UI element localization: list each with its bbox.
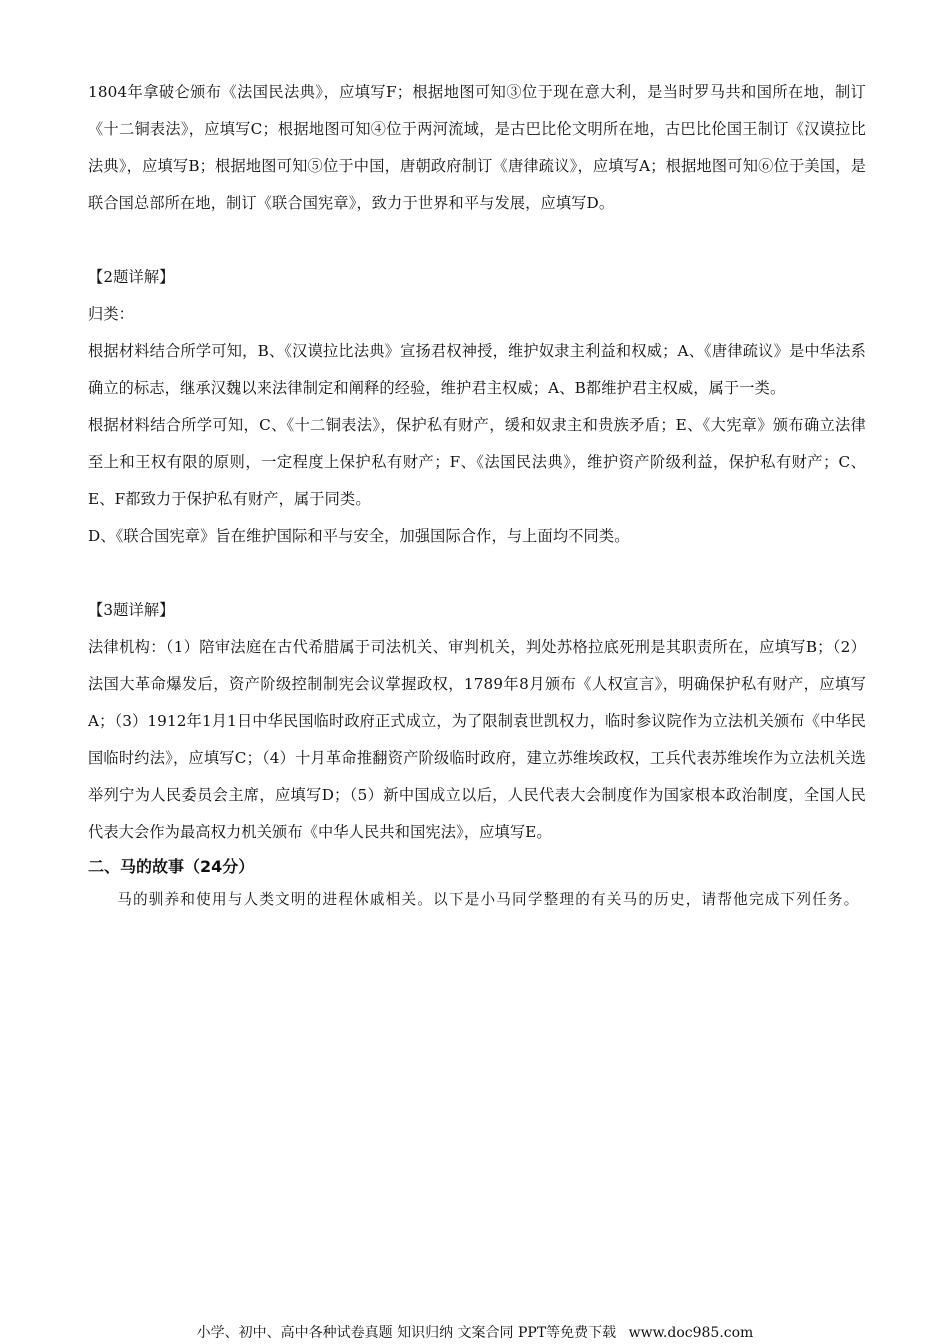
- q2-paragraph-3: D、《联合国宪章》旨在维护国际和平与安全，加强国际合作，与上面均不同类。: [88, 527, 630, 545]
- q3-detail-text: 法律机构：（1）陪审法庭在古代希腊属于司法机关、审判机关，判处苏格拉底死刑是其职责所在，应填写B；（2）法国大革命爆发后，资产阶级控制制宪会议掌握政权，1789年8月颁布《人权宣言》，明确保护私有财产，应填写A；（3）1912年1月1日中华民国临时政府正式成立，为了限制袁世凯权力，临时参议院作为立法机关颁布《中华民国临时约法》，应填写C；（4）十月革命推翻资产阶级临时政府，建立苏维埃政权，工兵代表苏维埃作为立法机关选举列宁为人民委员会主席，应填写D；（5）新中国成立以后，人民代表大会制度作为国家根本政治制度，全国人民代表大会作为最高权力机关颁布《中华人民共和国宪法》，应填写E。: [88, 638, 866, 841]
- document-page: [88, 74, 866, 917]
- q2-category-label: 归类：: [88, 305, 135, 323]
- page-footer: [0, 1322, 950, 1344]
- q2-paragraph-1: 根据材料结合所学可知，B、《汉谟拉比法典》宣扬君权神授，维护奴隶主利益和权威；A、《唐律疏议》是中华法系确立的标志，继承汉魏以来法律制定和阐释的经验，维护君主权威；A、B都维护君主权威，属于一类。: [88, 342, 866, 397]
- spacer: [88, 222, 866, 259]
- q2-detail-heading: 【2题详解】: [88, 268, 175, 286]
- footer-text: 小学、初中、高中各种试卷真题 知识归纳 文案合同 PPT等免费下载: [196, 1325, 617, 1341]
- section-heading: 二、马的故事（24分）: [88, 857, 255, 876]
- q2-paragraph-2: 根据材料结合所学可知，C、《十二铜表法》，保护私有财产，缓和奴隶主和贵族矛盾；E、《大宪章》颁布确立法律至上和王权有限的原则，一定程度上保护私有财产；F、《法国民法典》，维护资产阶级利益，保护私有财产；C、E、F都致力于保护私有财产，属于同类。: [88, 416, 866, 508]
- q3-detail-heading: 【3题详解】: [88, 601, 175, 619]
- spacer: [88, 555, 866, 592]
- footer-url[interactable]: www.doc985.com: [628, 1325, 754, 1341]
- q1-detail-text: 1804年拿破仑颁布《法国民法典》，应填写F；根据地图可知③位于现在意大利，是当时罗马共和国所在地，制订《十二铜表法》，应填写C；根据地图可知④位于两河流域，是古巴比伦文明所在地，古巴比伦国王制订《汉谟拉比法典》，应填写B；根据地图可知⑤位于中国，唐朝政府制订《唐律疏议》，应填写A；根据地图可知⑥位于美国，是联合国总部所在地，制订《联合国宪章》，致力于世界和平与发展，应填写D。: [88, 83, 866, 212]
- section-intro: 马的驯养和使用与人类文明的进程休戚相关。以下是小马同学整理的有关马的历史，请帮他完成下列任务。: [117, 891, 860, 908]
